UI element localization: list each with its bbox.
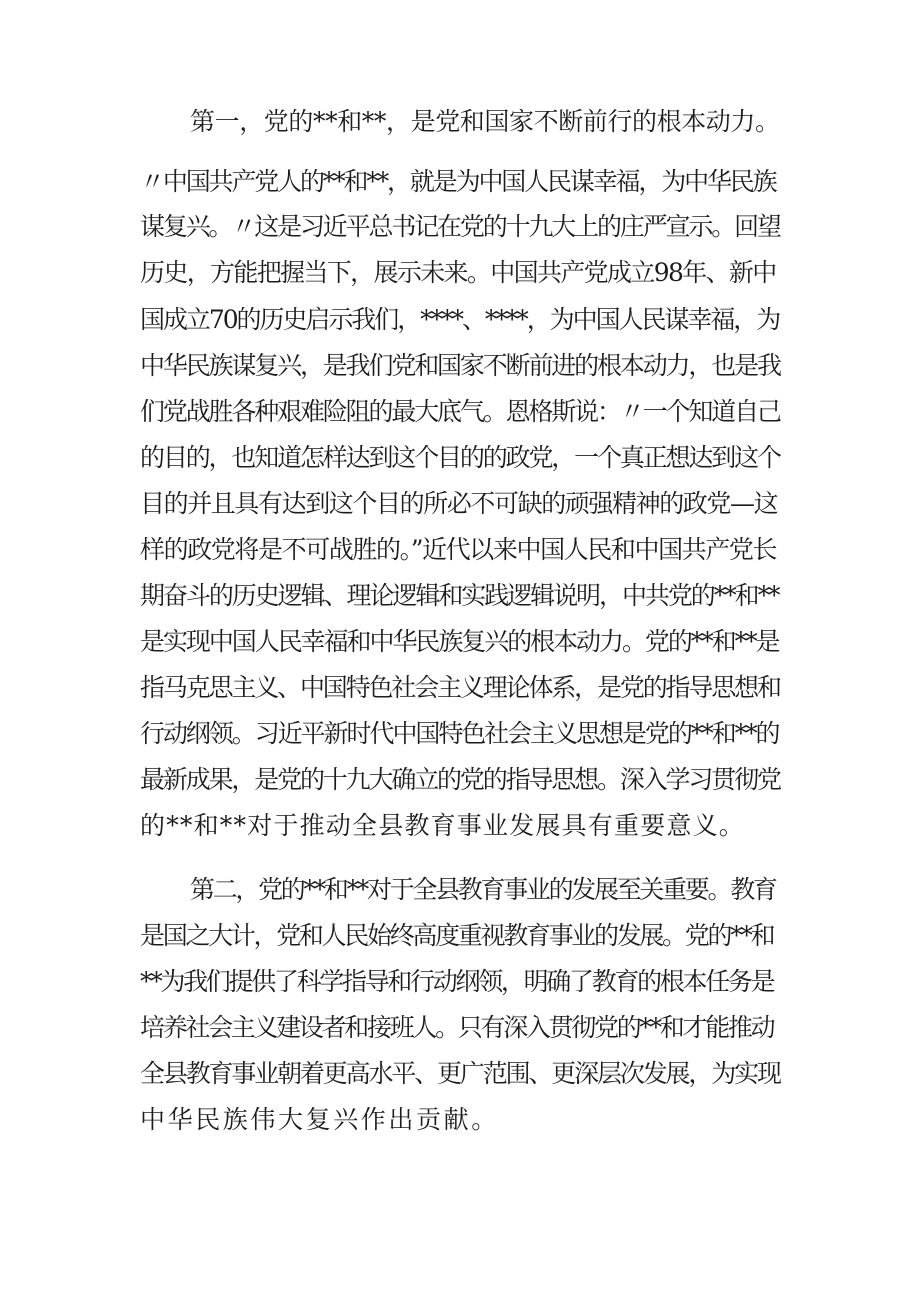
- paragraph-2-line-3: 历史，方能把握当下，展示未来。中国共产党成立98年、新中: [140, 258, 776, 287]
- paragraph-2-line-14: 最新成果，是党的十九大确立的党的指导思想。深入学习贯彻党: [140, 765, 780, 794]
- paragraph-3-line-2: 是国之大计，党和人民始终高度重视教育事业的发展。党的**和: [140, 921, 774, 950]
- paragraph-3-line-1: 第二，党的**和**对于全县教育事业的发展至关重要。教育: [190, 875, 776, 904]
- paragraph-2-line-6: 们党战胜各种艰难险阻的最大底气。恩格斯说：〃一个知道自己: [140, 397, 780, 426]
- paragraph-2-line-9: 样的政党将是不可战胜的。”近代以来中国人民和中国共产党长: [140, 535, 777, 564]
- paragraph-3-line-3: **为我们提供了科学指导和行动纲领，明确了教育的根本任务是: [140, 967, 774, 996]
- paragraph-2-line-7: 的目的，也知道怎样达到这个目的的政党，一个真正想达到这个: [140, 443, 780, 472]
- paragraph-2-line-5: 中华民族谋复兴，是我们党和国家不断前进的根本动力，也是我: [140, 351, 780, 380]
- paragraph-2-line-11: 是实现中国人民幸福和中华民族复兴的根本动力。党的**和**是: [140, 627, 779, 656]
- paragraph-2-line-12: 指马克思主义、中国特色社会主义理论体系，是党的指导思想和: [140, 673, 780, 702]
- paragraph-2-line-8: 目的并且具有达到这个目的所必不可缺的顽强精神的政党—这: [140, 489, 778, 518]
- paragraph-3-line-5: 全县教育事业朝着更高水平、更广范围、更深层次发展，为实现: [140, 1059, 780, 1088]
- paragraph-3-line-4: 培养社会主义建设者和接班人。只有深入贯彻党的**和才能推动: [140, 1013, 774, 1042]
- paragraph-2-line-2: 谋复兴。〃这是习近平总书记在党的十九大上的庄严宣示。回望: [140, 212, 780, 241]
- paragraph-2-line-10: 期奋斗的历史逻辑、理论逻辑和实践逻辑说明，中共党的**和**: [140, 581, 779, 610]
- paragraph-2-line-1: 〃中国共产党人的**和**，就是为中国人民谋幸福，为中华民族: [140, 167, 776, 196]
- paragraph-2-line-4: 国成立70的历史启示我们，****、****，为中国人民谋幸福，为: [140, 305, 780, 334]
- paragraph-3-line-6: 中华民族伟大复兴作出贡献。: [140, 1105, 499, 1134]
- paragraph-2-line-13: 行动纲领。习近平新时代中国特色社会主义思想是党的**和**的: [140, 719, 779, 748]
- paragraph-2-line-15: 的**和**对于推动全县教育事业发展具有重要意义。: [140, 811, 746, 840]
- paragraph-1-line-1: 第一，党的**和**，是党和国家不断前行的根本动力。: [190, 107, 780, 136]
